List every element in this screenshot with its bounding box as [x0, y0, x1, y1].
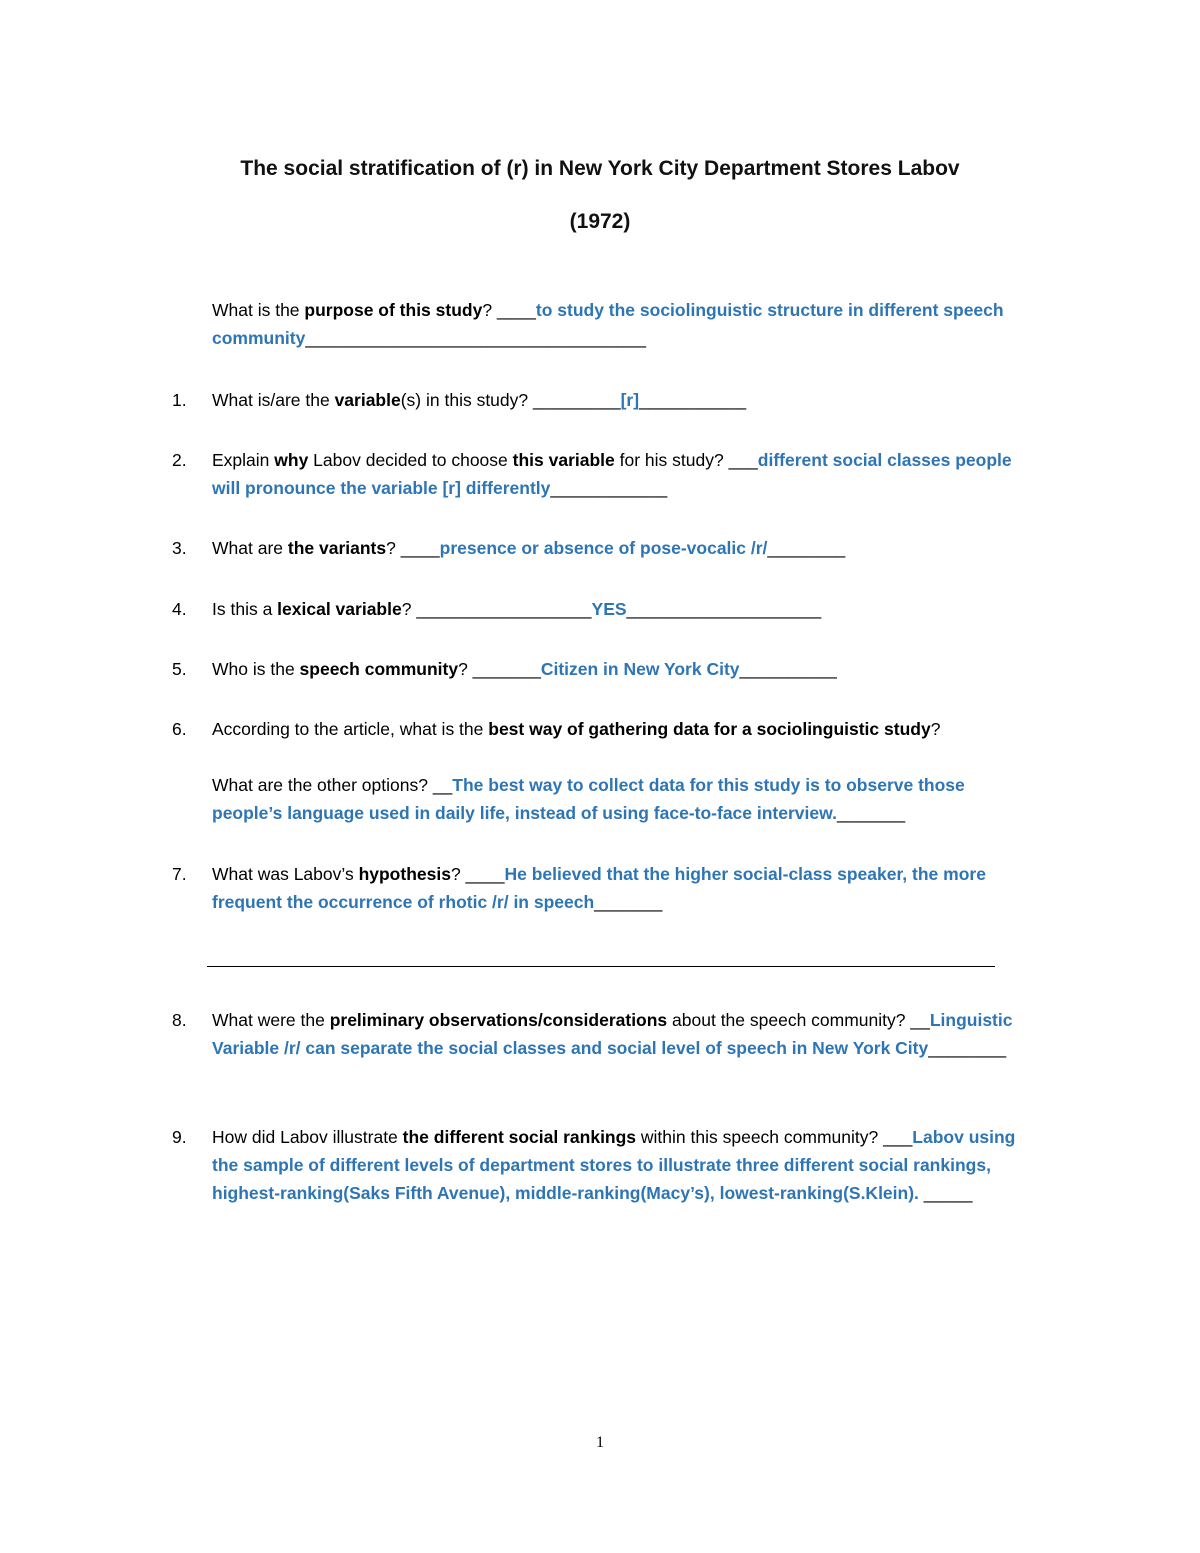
- question-6-followup: What are the other options? __The best way to collect data for this study is to observe those people’s language used in daily life, instead of using face-to-face interview._______: [212, 775, 965, 823]
- document-title-year: (1972): [569, 210, 631, 233]
- question-number: 5.: [172, 659, 187, 679]
- question-number: 9.: [172, 1127, 187, 1147]
- question-number: 8.: [172, 1010, 187, 1030]
- question-number: 3.: [172, 538, 187, 558]
- question-number: 6.: [172, 719, 187, 739]
- answer-4: YES: [591, 599, 627, 619]
- question-1: What is/are the variable(s) in this study? _________[r]___________: [212, 390, 747, 410]
- question-7: What was Labov’s hypothesis? ____He believed that the higher social-class speaker, the more frequent the occurrence of rhotic /r/ in speech_______: [212, 864, 986, 912]
- question-8: What were the preliminary observations/considerations about the speech community? __Linguistic Variable /r/ can separate the social classes and social level of speech in New York City________: [212, 1010, 1013, 1058]
- question-2: Explain why Labov decided to choose this variable for his study? ___different social classes people will pronounce the variable [r] differently____________: [212, 450, 1012, 498]
- question-3: What are the variants? ____presence or absence of pose-vocalic /r/________: [212, 538, 846, 558]
- answer-8: Linguistic Variable /r/ can separate the social classes and social level of speech in New York City: [212, 1010, 1013, 1058]
- question-purpose: What is the purpose of this study? ____to study the sociolinguistic structure in different speech community___________________________________: [212, 300, 1004, 348]
- document-title: The social stratification of (r) in New York City Department Stores Labov: [240, 157, 960, 180]
- answer-1: [r]: [620, 390, 640, 410]
- answer-6: The best way to collect data for this study is to observe those people’s language used in daily life, instead of using face-to-face interview.: [212, 775, 965, 823]
- question-5: Who is the speech community? _______Citizen in New York City__________: [212, 659, 837, 679]
- question-4: Is this a lexical variable? __________________YES____________________: [212, 599, 822, 619]
- answer-9: Labov using the sample of different levels of department stores to illustrate three different social rankings, highest-ranking(Saks Fifth Avenue), middle-ranking(Macy’s), lowest-ranking(S.Klein).: [212, 1127, 1016, 1203]
- page-number: 1: [596, 1434, 604, 1451]
- question-number: 2.: [172, 450, 187, 470]
- answer-7: He believed that the higher social-class speaker, the more frequent the occurrence of rhotic /r/ in speech: [212, 864, 986, 912]
- answer-purpose: to study the sociolinguistic structure in different speech community: [212, 300, 1004, 348]
- answer-5: Citizen in New York City: [540, 659, 740, 679]
- question-number: 4.: [172, 599, 187, 619]
- answer-2: different social classes people will pronounce the variable [r] differently: [212, 450, 1012, 498]
- question-6: According to the article, what is the best way of gathering data for a sociolinguistic study?: [212, 719, 941, 739]
- blank-answer-line: [207, 966, 995, 967]
- question-9: How did Labov illustrate the different social rankings within this speech community? ___Labov using the sample of different levels of department stores to illustrate three different social rankings, highest-ranking(Saks Fifth Avenue), middle-ranking(Macy’s), lowest-ranking(S.Klein). _____: [212, 1127, 1016, 1203]
- question-number: 7.: [172, 864, 187, 884]
- question-number: 1.: [172, 390, 187, 410]
- answer-3: presence or absence of pose-vocalic /r/: [439, 538, 768, 558]
